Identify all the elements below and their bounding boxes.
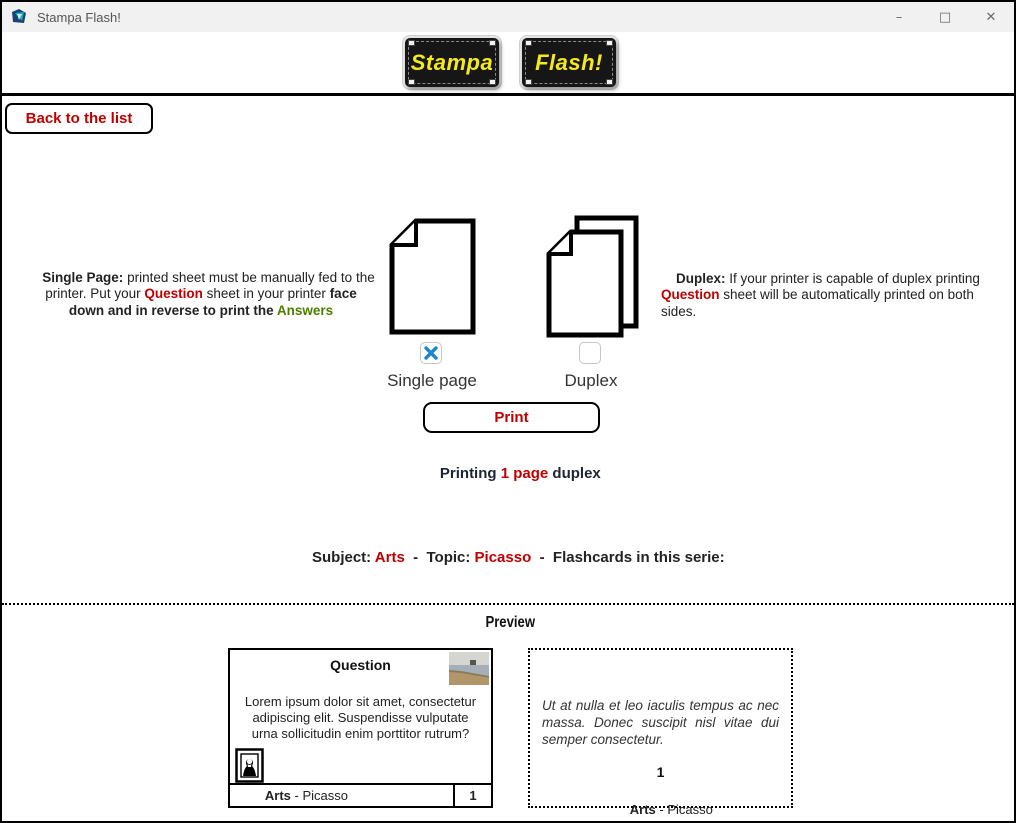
duplex-question-word: Question (661, 287, 720, 302)
single-page-t1: printed sheet must be manually fed to the printer. Put your (45, 269, 379, 301)
badge-corner (489, 79, 496, 85)
question-card-title: Question (330, 657, 391, 673)
question-preview-card (228, 648, 493, 808)
duplex-t1: If your printer is capable of duplex printing (725, 270, 984, 286)
stampa-logo-badge (405, 38, 499, 87)
answer-card-subject: Arts (629, 802, 656, 817)
answer-card-number: 1 (656, 764, 665, 780)
answer-card-body: Ut at nulla et leo iaculis tempus ac nec massa. Donec suscipit nisl vitae dui semper consectetur. (542, 698, 779, 747)
answer-preview-card (528, 648, 793, 817)
single-page-answers-word: Answers (276, 302, 334, 318)
stampa-logo-text: Stampa (410, 49, 494, 75)
duplex-lead: Duplex: (676, 270, 726, 286)
preview-heading-text: Preview (485, 614, 535, 631)
printing-status-p1: Printing (439, 465, 501, 482)
app-logo-icon (10, 8, 28, 26)
question-card-subject: Arts (264, 788, 291, 803)
badge-corner (525, 79, 532, 85)
topic-value: Picasso (474, 549, 532, 566)
single-page-t2: sheet in your printer (202, 286, 330, 301)
single-page-info-text (26, 253, 379, 336)
preview-heading (2, 614, 1016, 632)
subject-topic-line (2, 532, 1016, 583)
badge-corner (525, 40, 532, 46)
duplex-t2: sheet will be automatically printed on both sides. (661, 287, 978, 319)
badge-corner (408, 79, 415, 85)
question-card-meta (230, 773, 453, 818)
answer-card-meta (530, 787, 791, 823)
window-controls (876, 2, 1014, 32)
title-bar (2, 2, 1014, 32)
question-card-number: 1 (453, 785, 491, 806)
flashcards-label: - Flashcards in this serie: (531, 549, 725, 566)
flash-logo-text: Flash! (535, 49, 603, 75)
badge-frame (408, 41, 496, 84)
answer-card-topic: - Picasso (655, 802, 713, 817)
close-button[interactable]: ✕ (968, 2, 1014, 32)
printing-status (362, 448, 662, 499)
minimize-button[interactable]: – (876, 2, 922, 32)
single-page-label: Single page (387, 371, 477, 390)
single-page-checkbox[interactable] (420, 342, 442, 364)
question-card-footer (230, 783, 491, 806)
preview-divider (2, 603, 1014, 605)
duplex-sheets-icon (545, 214, 639, 338)
printing-status-p3: duplex (548, 465, 601, 482)
header-divider (2, 93, 1014, 96)
checkbox-checked-x-icon (423, 345, 439, 361)
single-page-question-word: Question (144, 286, 203, 301)
badge-frame (525, 41, 613, 84)
question-card-body: Lorem ipsum dolor sit amet, consectetur adipiscing elit. Suspendisse vulputate urna sollicitudin enim porttitor rutrum? (244, 694, 477, 741)
badge-corner (489, 40, 496, 46)
subject-value: Arts (374, 549, 405, 566)
badge-corner (408, 40, 415, 46)
beach-photo-thumbnail (449, 652, 489, 685)
flash-logo-badge (522, 38, 616, 87)
badge-corner (606, 40, 613, 46)
single-page-lead: Single Page: (42, 269, 124, 285)
duplex-checkbox[interactable] (579, 342, 601, 364)
printing-status-pages: 1 page (500, 465, 549, 482)
window-title: Stampa Flash! (37, 9, 121, 25)
single-page-sheet-icon (388, 218, 477, 336)
back-to-list-button[interactable]: Back to the list (5, 103, 153, 134)
print-button[interactable]: Print (423, 402, 600, 433)
question-card-topic: - Picasso (290, 788, 348, 803)
topic-label: - Topic: (404, 549, 475, 566)
duplex-info-text (661, 254, 1009, 337)
subject-label: Subject: (312, 549, 375, 566)
duplex-label: Duplex (564, 371, 618, 390)
maximize-button[interactable]: □ (922, 2, 968, 32)
badge-corner (606, 79, 613, 85)
single-page-t3: face down and in reverse to print the (68, 286, 361, 318)
